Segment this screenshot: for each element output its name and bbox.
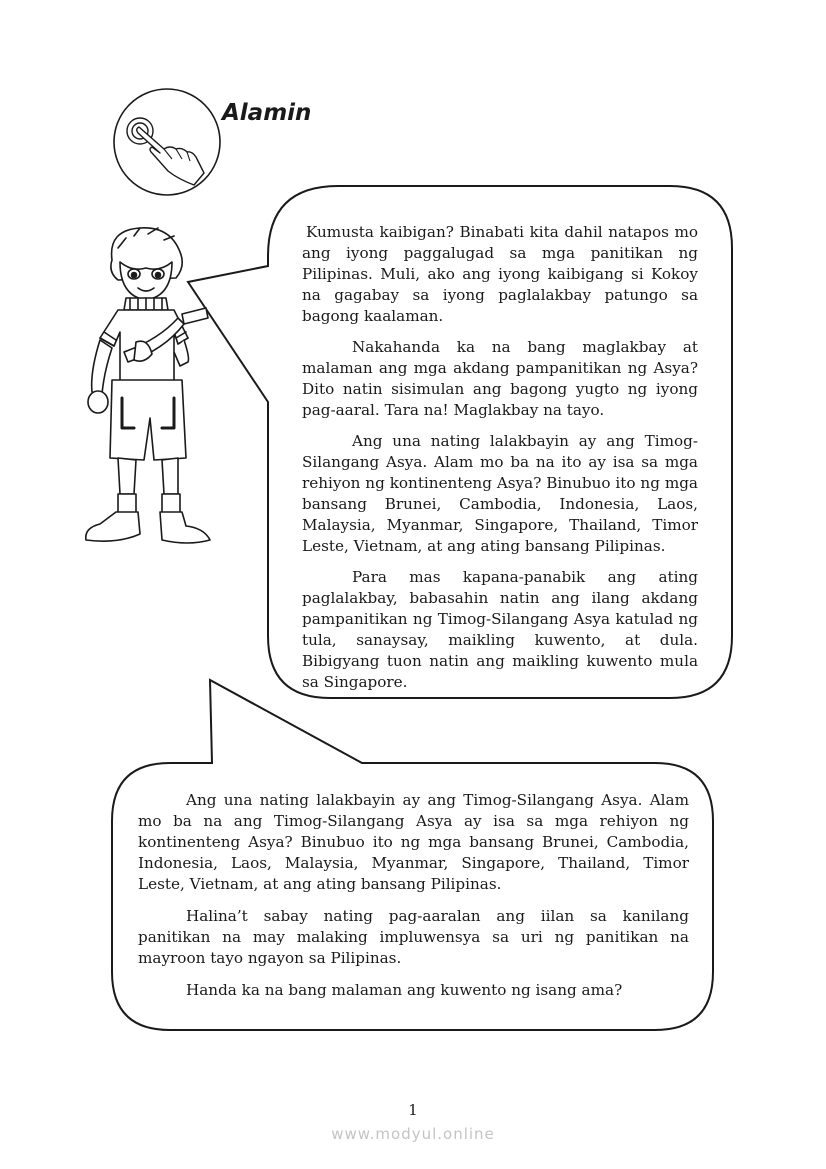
touch-icon: [112, 87, 222, 197]
paragraph: Ang una nating lalakbayin ay ang Timog-Silangang Asya. Alam mo ba na ito ay isa sa mga rehiyon ng kontinenteng Asya? Binubuo ito ng mga bansang Brunei, Cambodia, Indonesia, Laos, Malaysia, Myanmar, Singapore, Thailand, Timor Leste, Vietnam, at ang ating bansang Pilipinas.: [302, 432, 698, 555]
speech-bubble-bottom-text: [138, 790, 689, 1012]
paragraph: Para mas kapana-panabik ang ating paglalakbay, babasahin natin ang ilang akdang pampanitikan ng Timog-Silangang Asya katulad ng tula, sanaysay, maikling kuwento, at dula. Bibigyang tuon natin ang maikling kuwento mula sa Singapore.: [302, 568, 698, 691]
page-number: 1: [408, 1101, 418, 1119]
paragraph: Nakahanda ka na bang maglakbay at malaman ang mga akdang pampanitikan ng Asya? Dito natin sisimulan ang bagong yugto ng iyong pag-aaral. Tara na! Maglakbay na tayo.: [302, 338, 698, 419]
paragraph: Kumusta kaibigan? Binabati kita dahil natapos mo ang iyong paggalugad sa mga panitikan ng Pilipinas. Muli, ako ang iyong kaibigang si Kokoy na gagabay sa iyong paglalakbay patungo sa bagong kaalaman.: [302, 223, 698, 325]
watermark: www.modyul.online: [331, 1125, 495, 1143]
section-title: Alamin: [222, 100, 312, 126]
paragraph: Ang una nating lalakbayin ay ang Timog-Silangang Asya. Alam mo ba na ang Timog-Silangang Asya ay isa sa mga rehiyon ng kontinenteng Asya? Binubuo ito ng mga bansang Brunei, Cambodia, Indonesia, Laos, Malaysia, Myanmar, Singapore, Thailand, Timor Leste, Vietnam, at ang ating bansang Pilipinas.: [138, 791, 689, 893]
speech-bubble-top-text: [302, 222, 698, 703]
paragraph: Handa ka na bang malaman ang kuwento ng isang ama?: [186, 981, 623, 999]
paragraph: Halina’t sabay nating pag-aaralan ang iilan sa kanilang panitikan na may malaking impluwensya sa uri ng panitikan na mayroon tayo ngayon sa Pilipinas.: [138, 907, 689, 967]
kokoy-character-illustration: [78, 222, 228, 552]
